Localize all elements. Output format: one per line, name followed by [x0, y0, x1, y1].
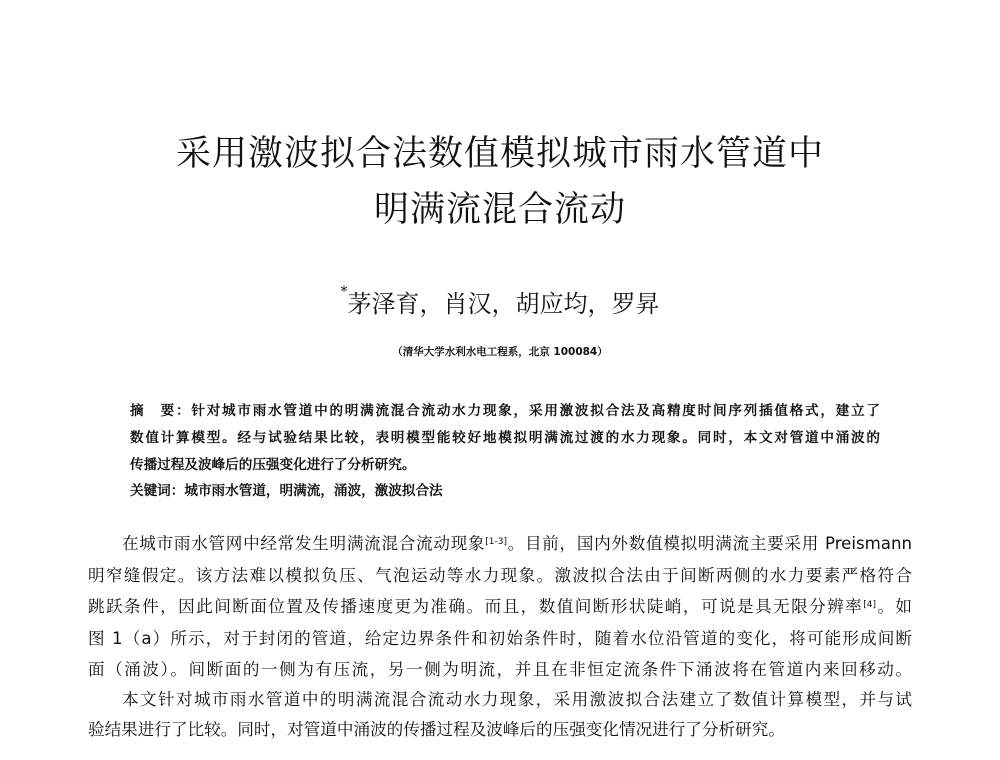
- body-text: 。如: [875, 597, 913, 616]
- author-names: 茅泽育，肖汉，胡应均，罗昇: [347, 290, 660, 318]
- abstract-line: 数值计算模型。经与试验结果比较，表明模型能较好地模拟明满流过渡的水力现象。同时，本文对管道中涌波的: [130, 430, 880, 446]
- citation: [4]: [863, 600, 876, 610]
- paper-title-line-2: 明满流混合流动: [373, 190, 626, 230]
- paper-title-line-1: 采用激波拟合法数值模拟城市雨水管道中: [175, 134, 824, 174]
- corresponding-author-mark: *: [340, 284, 348, 300]
- abstract-line: 摘 要：针对城市雨水管道中的明满流混合流动水力现象，采用激波拟合法及高精度时间序列插值格式，建立了: [130, 403, 880, 419]
- body-line: 明窄缝假定。该方法难以模拟负压、气泡运动等水力现象。激波拟合法由于间断两侧的水力要素严格符合: [88, 566, 912, 585]
- abstract-line: 传播过程及波峰后的压强变化进行了分析研究。: [130, 457, 416, 473]
- body-text: 跳跃条件，因此间断面位置及传播速度更为准确。而且，数值间断形状陡峭，可说是具无限分辨率: [88, 597, 864, 616]
- body-text: 。目前，国内外数值模拟明满流主要采用 Preismann: [506, 534, 912, 553]
- body-line: 面（涌波）。间断面的一侧为有压流，另一侧为明流，并且在非恒定流条件下涌波将在管道内来回移动。: [88, 660, 912, 679]
- body-line: [88, 595, 912, 619]
- affiliation: （清华大学水利水电工程系，北京 100084）: [392, 346, 608, 358]
- body-line: 验结果进行了比较。同时，对管道中涌波的传播过程及波峰后的压强变化情况进行了分析研究。: [88, 720, 785, 739]
- body-text: 在城市雨水管网中经常发生明满流混合流动现象: [122, 534, 486, 553]
- body-line: 本文针对城市雨水管道中的明满流混合流动水力现象，采用激波拟合法建立了数值计算模型，并与试: [122, 690, 912, 709]
- body-line: 图 1（a）所示，对于封闭的管道，给定边界条件和初始条件时，随着水位沿管道的变化，将可能形成间断: [88, 629, 912, 648]
- keywords: 关键词：城市雨水管道，明满流，涌波，激波拟合法: [130, 483, 443, 499]
- authors: [0, 284, 1000, 319]
- citation: [1-3]: [485, 537, 507, 547]
- body-line: [122, 532, 912, 556]
